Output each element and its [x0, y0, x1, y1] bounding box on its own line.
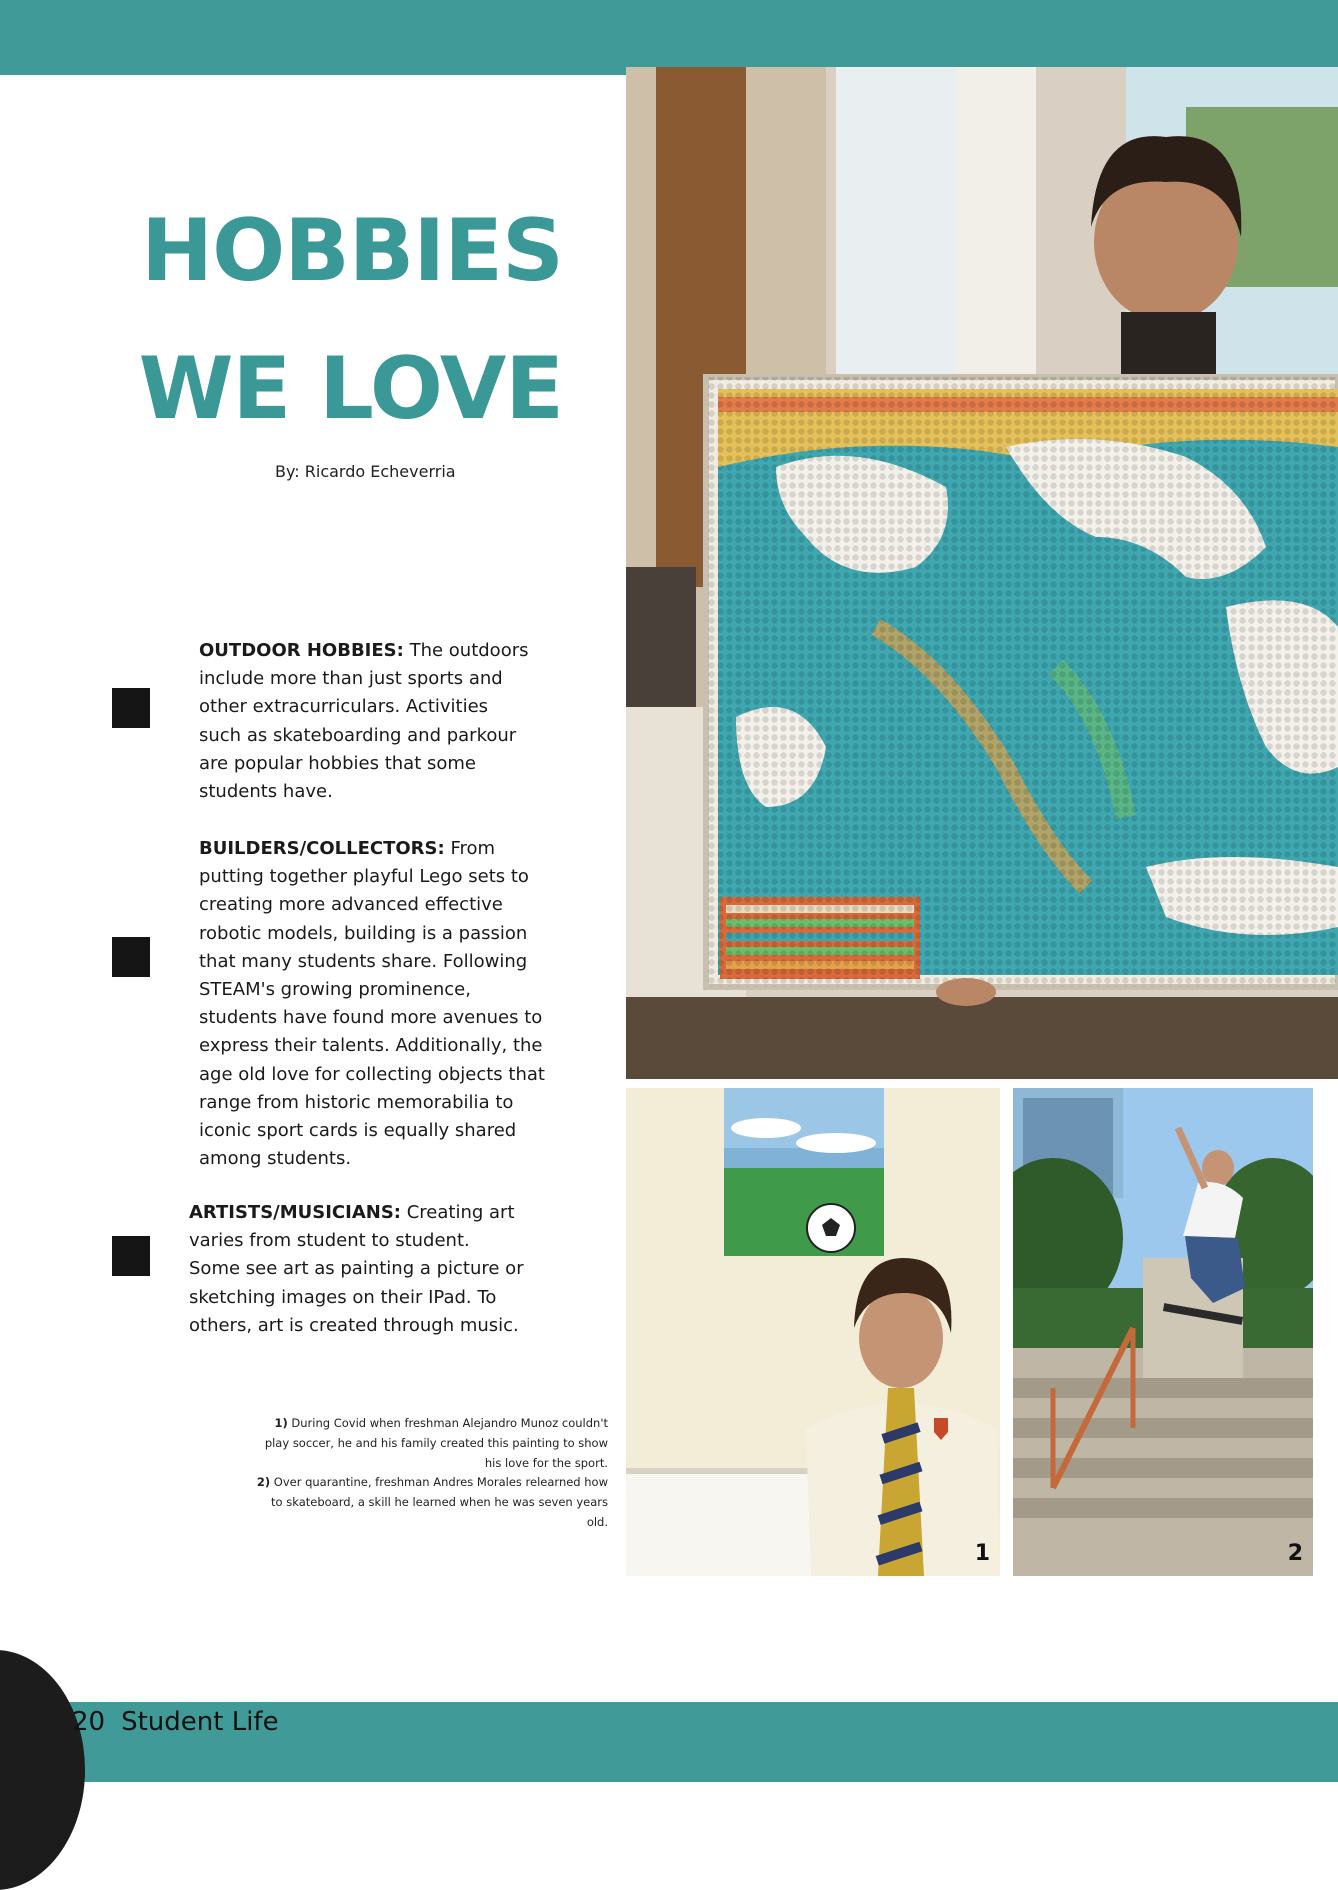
photo-lego-world-map — [626, 67, 1338, 1079]
photo-soccer-painting — [626, 1088, 1000, 1576]
section-builders-collectors — [199, 835, 553, 1173]
top-accent-band — [0, 0, 1338, 75]
photo-captions — [250, 1414, 608, 1533]
section-heading: OUTDOOR HOBBIES: — [199, 640, 404, 661]
photo-number-1: 1 — [974, 1541, 990, 1566]
title-line-2: WE LOVE — [138, 339, 563, 439]
page-title — [139, 182, 563, 458]
section-body: Creating art varies from student to student. Some see art as painting a picture or sketching images on their IPad. To others, art is created through music. — [189, 1202, 524, 1336]
section-marker-square — [112, 1236, 150, 1276]
section-name: Student Life — [121, 1707, 279, 1737]
section-artists-musicians — [189, 1199, 524, 1340]
section-heading: BUILDERS/COLLECTORS: — [199, 838, 445, 859]
section-marker-square — [112, 937, 150, 977]
page-number: 20 — [72, 1707, 106, 1737]
photo-number-2: 2 — [1287, 1541, 1303, 1566]
caption-text: During Covid when freshman Alejandro Munoz couldn't play soccer, he and his family created this painting to show his love for the sport. — [264, 1416, 608, 1470]
caption-number: 2) — [256, 1475, 271, 1490]
section-marker-square — [112, 688, 150, 728]
byline: By: Ricardo Echeverria — [275, 462, 456, 481]
caption-number: 1) — [274, 1416, 288, 1430]
section-body: From putting together playful Lego sets to creating more advanced effective robotic models, building is a passion that many students share. Following STEAM's growing prominence, students have found more avenues to express their talents. Additionally, the age old love for collecting objects that range from historic memorabilia to iconic sport cards is equally shared among students. — [199, 838, 545, 1170]
section-outdoor-hobbies — [199, 637, 534, 806]
corner-decoration — [0, 1650, 85, 1890]
caption-text: Over quarantine, freshman Andres Morales relearned how to skateboard, a skill he learned when he was seven years old. — [271, 1475, 608, 1529]
title-line-1: HOBBIES — [141, 201, 563, 301]
photo-skateboarder — [1013, 1088, 1313, 1576]
footer — [72, 1707, 279, 1737]
caption-1 — [250, 1414, 608, 1473]
section-heading: ARTISTS/MUSICIANS: — [189, 1202, 401, 1223]
section-body: The outdoors include more than just sports and other extracurriculars. Activities such as skateboarding and parkour are popular hobbies that some students have. — [199, 640, 529, 803]
caption-2 — [250, 1473, 608, 1532]
